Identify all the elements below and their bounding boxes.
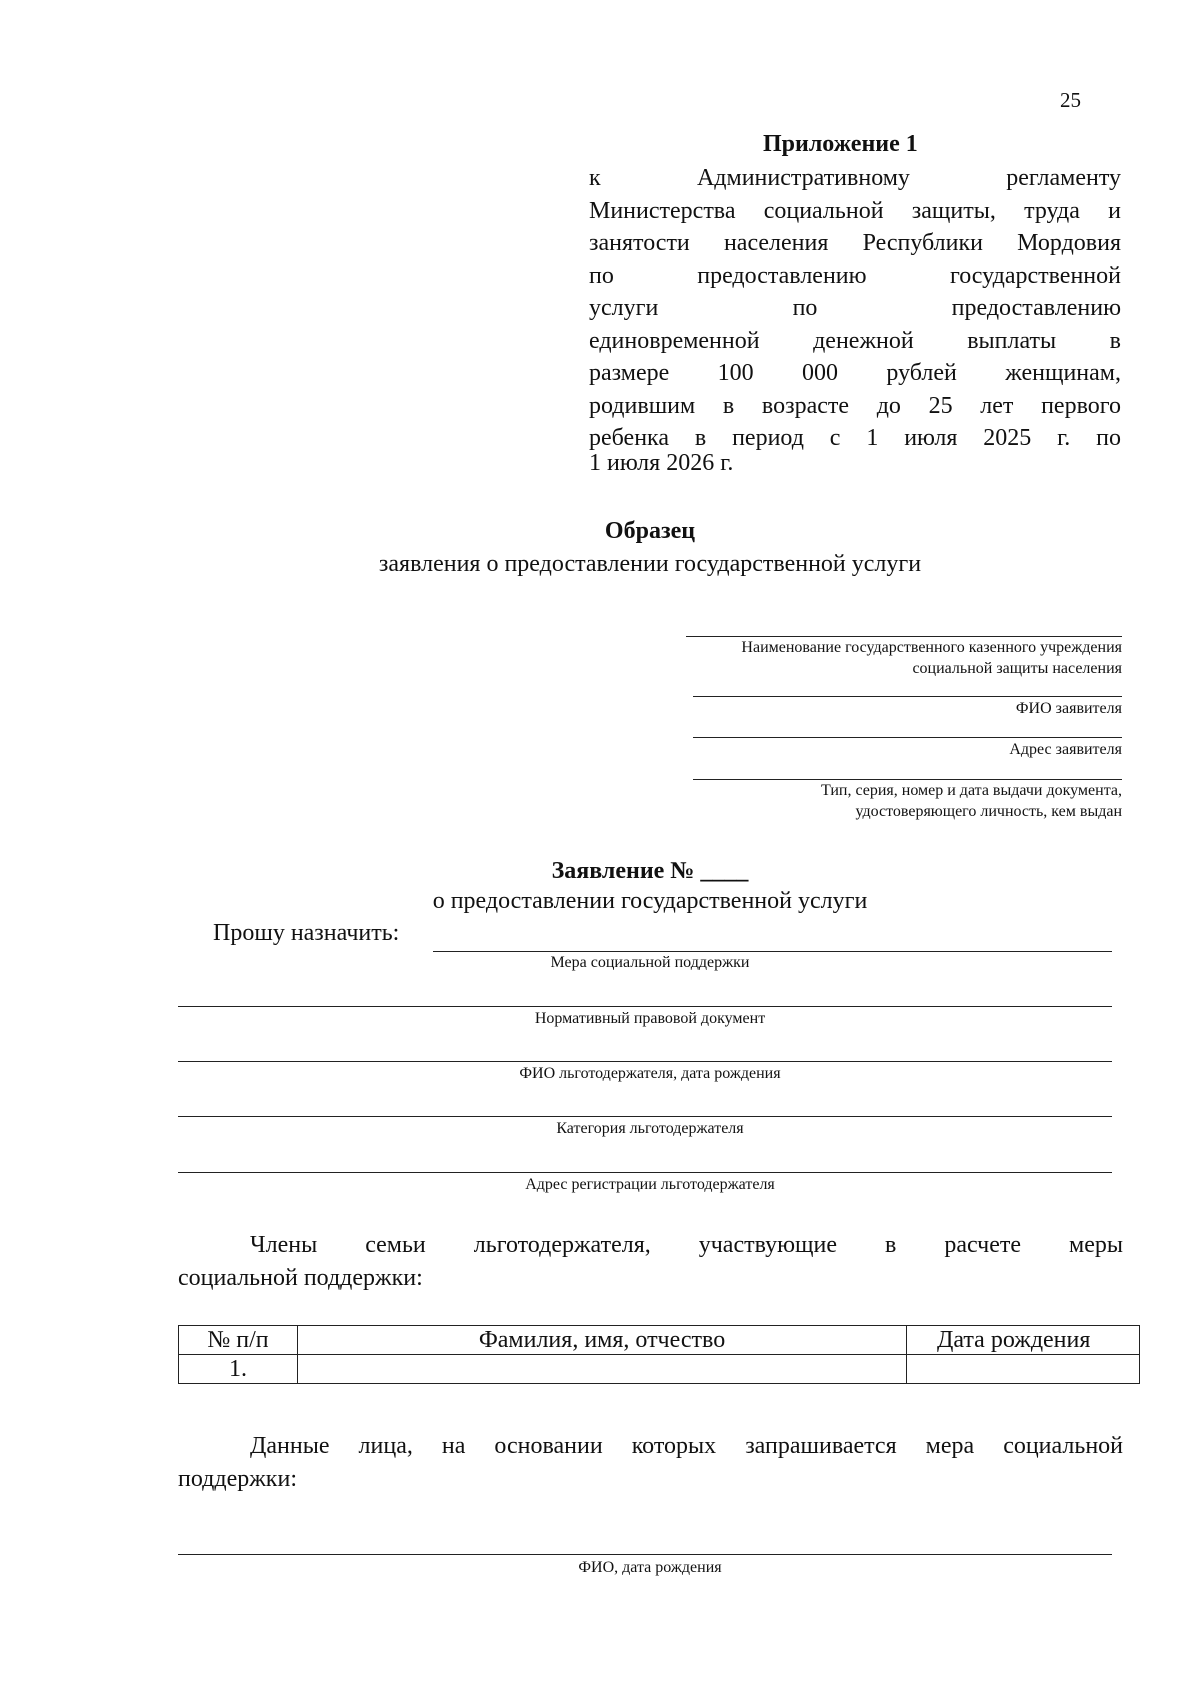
- beneficiary-category-caption: Категория льготодержателя: [556, 1120, 744, 1137]
- applicant-name-caption: ФИО заявителя: [1015, 700, 1122, 717]
- appendix-line: занятости населения Республики Мордовия: [589, 230, 1121, 256]
- legal-document-caption: Нормативный правовой документ: [534, 1010, 766, 1027]
- application-title: Заявление № ____: [551, 858, 749, 884]
- cell-birth-date: [907, 1355, 1140, 1384]
- legal-document-fill-line: [178, 1006, 1112, 1007]
- table-row: [179, 1355, 1140, 1384]
- person-name-fill-line: [178, 1554, 1112, 1555]
- family-members-table: [178, 1325, 1140, 1384]
- identity-document-caption: Тип, серия, номер и дата выдачи документа, удостоверяющего личность, кем выдан: [820, 782, 1122, 820]
- sample-subtitle: заявления о предоставлении государственной услуги: [378, 551, 922, 577]
- cell-number: 1.: [179, 1355, 298, 1384]
- cell-full-name: [298, 1355, 907, 1384]
- family-members-text: Члены семьи льготодержателя, участвующие в расчете меры: [250, 1232, 1123, 1258]
- beneficiary-category-fill-line: [178, 1116, 1112, 1117]
- appendix-line-last: 1 июля 2026 г.: [589, 450, 734, 476]
- appendix-title: Приложение 1: [763, 131, 918, 157]
- appendix-line: родившим в возрасте до 25 лет первого: [589, 392, 1121, 419]
- appendix-line: услуги по предоставлению: [589, 295, 1121, 321]
- table-header-row: [179, 1326, 1140, 1355]
- column-header-number: № п/п: [179, 1326, 298, 1355]
- column-header-birth-date: Дата рождения: [907, 1326, 1140, 1355]
- request-label: Прошу назначить:: [213, 920, 400, 946]
- appendix-line: размере 100 000 рублей женщинам,: [589, 360, 1121, 386]
- person-name-caption: ФИО, дата рождения: [578, 1559, 722, 1576]
- application-subtitle: о предоставлении государственной услуги: [432, 888, 868, 914]
- appendix-reference: [589, 162, 1121, 455]
- appendix-line: к Административному регламенту: [589, 165, 1121, 191]
- applicant-address-fill-line: [693, 737, 1122, 738]
- appendix-line: ребенка в период с 1 июля 2025 г. по: [589, 425, 1121, 451]
- applicant-name-fill-line: [693, 696, 1122, 697]
- family-members-text-cont: социальной поддержки:: [178, 1265, 423, 1291]
- person-data-text-cont: поддержки:: [178, 1466, 297, 1492]
- beneficiary-address-caption: Адрес регистрации льготодержателя: [525, 1176, 775, 1193]
- support-measure-fill-line: [433, 951, 1112, 952]
- person-data-text: Данные лица, на основании которых запрашивается мера социальной: [250, 1433, 1123, 1459]
- sample-title: Образец: [604, 518, 696, 544]
- page-number: 25: [1060, 88, 1081, 112]
- appendix-line: Министерства социальной защиты, труда и: [589, 197, 1121, 224]
- beneficiary-name-caption: ФИО льготодержателя, дата рождения: [519, 1065, 781, 1082]
- institution-caption: Наименование государственного казенного учреждения социальной защиты населения: [741, 639, 1122, 677]
- beneficiary-address-fill-line: [178, 1172, 1112, 1173]
- applicant-address-caption: Адрес заявителя: [1009, 741, 1122, 758]
- appendix-line: единовременной денежной выплаты в: [589, 327, 1121, 354]
- appendix-line: по предоставлению государственной: [589, 262, 1121, 289]
- support-measure-caption: Мера социальной поддержки: [550, 954, 750, 971]
- column-header-full-name: Фамилия, имя, отчество: [298, 1326, 907, 1355]
- beneficiary-name-fill-line: [178, 1061, 1112, 1062]
